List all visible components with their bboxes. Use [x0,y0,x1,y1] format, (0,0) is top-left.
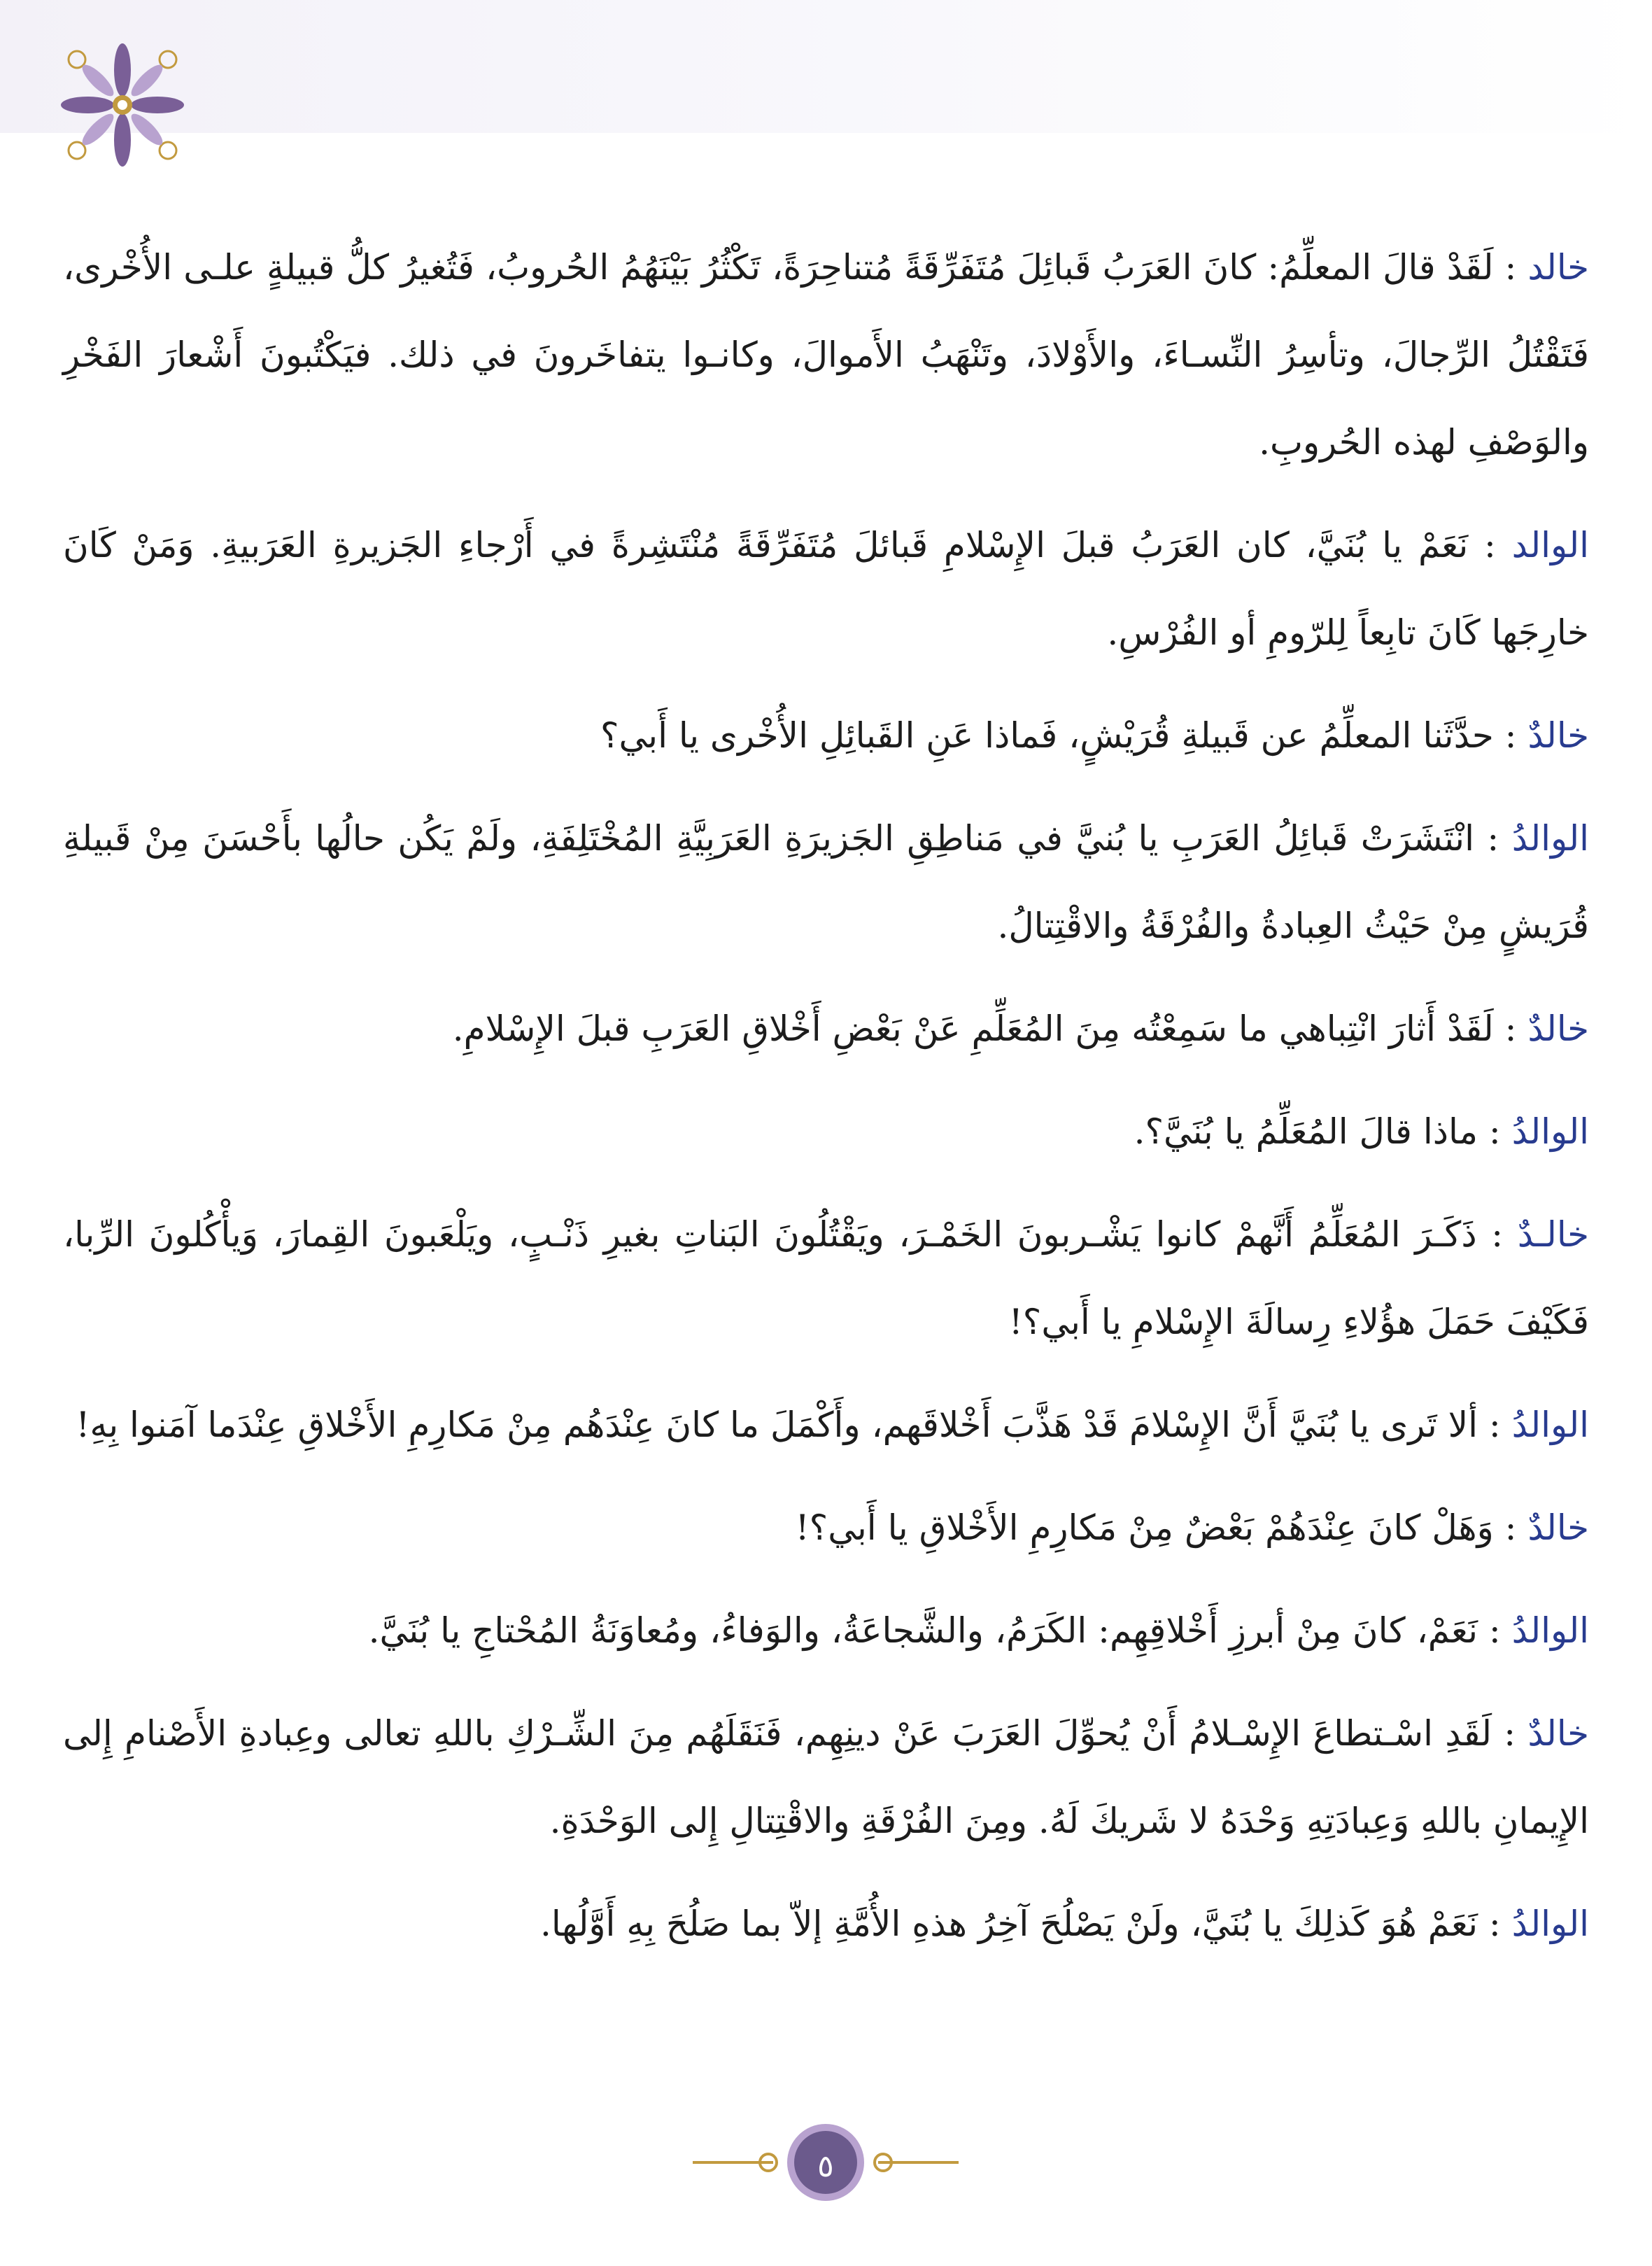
speaker-name: الوالدُ [1511,1111,1589,1152]
entry-text: ماذا قالَ المُعَلِّمُ يا بُنَيَّ؟. [1134,1111,1478,1152]
dialogue-entry: خالدٌ : لَقَدِ اسْـتطاعَ الإِسْـلامُ أَنْ يُحوِّلَ العَرَبَ عَنْ دينِهِم، فَنَقَلَهُم مِنَ الشِّـرْكِ باللهِ تعالى وعِبادةِ الأَصْنامِ إِلى الإِيمانِ باللهِ وَعِبادَتِهِ وَحْدَهُ لا شَريكَ لَهُ. ومِنَ الفُرْقَةِ والاقْتِتالِ إِلى الوَحْدَةِ. [63,1713,1589,1841]
speaker-name: الوالدُ [1511,1610,1589,1651]
header-band [0,0,1652,133]
speaker-name: خالدٌ [1527,1713,1589,1754]
page-number: ٥ [817,2148,834,2184]
entry-text: نَعَمْ يا بُنَيَّ، كان العَرَبُ قبلَ الإِسْلامِ قَبائلَ مُتَفَرِّقَةً مُنْتَشِرةً في أَرْجاءِ الجَزيرةِ العَرَبيةِ. وَمَنْ كَانَ خارِجَها كَانَ تابِعاً لِلرّومِ أو الفُرْسِ. [63,525,1589,653]
entry-text: حدَّثَنا المعلِّمُ عن قَبيلةِ قُرَيْشٍ، فَماذا عَنِ القَبائِلِ الأُخْرى يا أَبي؟ [600,715,1494,756]
entry-text: ألا تَرى يا بُنَيَّ أَنَّ الإِسْلامَ قَدْ هَذَّبَ أَخْلاقَهم، وأَكْمَلَ ما كانَ عِنْدَهُم مِنْ مَكارِمِ الأَخْلاقِ عِنْدَما آمَنوا بِهِ! [76,1405,1478,1445]
speaker-name: خالـدٌ [1517,1214,1589,1255]
dialogue-entry: الوالدُ : ماذا قالَ المُعَلِّمُ يا بُنَيَّ؟. [1134,1111,1589,1152]
dialogue [63,224,1589,1983]
entry-text: لَقَدِ اسْـتطاعَ الإِسْـلامُ أَنْ يُحوِّلَ العَرَبَ عَنْ دينِهِم، فَنَقَلَهُم مِنَ الشِّـرْكِ باللهِ تعالى وعِبادةِ الأَصْنامِ إِلى الإِيمانِ باللهِ وَعِبادَتِهِ وَحْدَهُ لا شَريكَ لَهُ. ومِنَ الفُرْقَةِ والاقْتِتالِ إِلى الوَحْدَةِ. [63,1713,1589,1841]
floral-ornament-icon [56,38,189,171]
dialogue-entry: الوالد : نَعَمْ يا بُنَيَّ، كان العَرَبُ قبلَ الإِسْلامِ قَبائلَ مُتَفَرِّقَةً مُنْتَشِرةً في أَرْجاءِ الجَزيرةِ العَرَبيةِ. وَمَنْ كَانَ خارِجَها كَانَ تابِعاً لِلرّومِ أو الفُرْسِ. [63,525,1589,653]
dialogue-entry: الوالدُ : نَعَمْ هُوَ كَذلِكَ يا بُنَيَّ، ولَنْ يَصْلُحَ آخِرُ هذهِ الأُمَّةِ إلاّ بما صَلُحَ بِهِ أَوَّلُها. [539,1903,1589,1944]
speaker-name: خالدٌ [1527,1507,1589,1548]
dialogue-entry: خالـدٌ : ذَكَـرَ المُعَلِّمُ أَنَّهمْ كانوا يَشْـربونَ الخَمْـرَ، ويَقْتُلُونَ البَناتِ بغيرِ ذَنْـبٍ، ويَلْعَبونَ القِمارَ، وَيأْكُلونَ الرِّبا، فَكَيْفَ حَمَلَ هؤُلاءِ رِسالَةَ الإِسْلامِ يا أَبي؟! [63,1214,1589,1342]
entry-text: نَعَمْ هُوَ كَذلِكَ يا بُنَيَّ، ولَنْ يَصْلُحَ آخِرُ هذهِ الأُمَّةِ إلاّ بما صَلُحَ بِهِ أَوَّلُها. [539,1903,1478,1944]
speaker-name: خالد [1527,247,1590,288]
dialogue-entry: خالدٌ : وَهَلْ كانَ عِنْدَهُمْ بَعْضٌ مِنْ مَكارِمِ الأَخْلاقِ يا أَبي؟! [795,1507,1589,1548]
speaker-name: خالدٌ [1527,715,1589,756]
speaker-name: الوالدُ [1511,818,1590,859]
entry-text: انْتَشَرَتْ قَبائِلُ العَرَبِ يا بُنيَّ في مَناطِقِ الجَزيرَةِ العَرَبِيَّةِ المُخْتَلِفَةِ، ولَمْ يَكُن حالُها بأَحْسَنَ مِنْ قَبيلةِ قُرَيشٍ مِنْ حَيْثُ العِبادةُ والفُرْقَةُ والاقْتِتالُ. [63,818,1589,946]
entry-text: لَقَدْ قالَ المعلِّمُ: كانَ العَرَبُ قَبائِلَ مُتَفَرِّقَةً مُتناحِرَةً، تَكْثُرُ بَيْنَهُمُ الحُروبُ، فَتُغيرُ كلُّ قبيلةٍ علـى الأُخْرى، فَتَقْتُلُ الرِّجالَ، وتأسِرُ النِّسـاءَ، والأَوْلادَ، وتَنْهَبُ الأَموالَ، وكانـوا يتفاخَرونَ في ذلك. فيَكْتُبونَ أَشْعارَ الفَخْرِ والوَصْفِ لهذه الحُروبِ. [63,247,1589,463]
entry-text: لَقَدْ أَثارَ انْتِباهي ما سَمِعْتُه مِنَ المُعَلِّمِ عَنْ بَعْضِ أَخْلاقِ العَرَبِ قبلَ الإِسْلامِ. [452,1008,1494,1049]
dialogue-entry: الوالدُ : نَعَمْ، كانَ مِنْ أبرزِ أَخْلاقِهِم: الكَرَمُ، والشَّجاعَةُ، والوَفاءُ، ومُعاوَنَةُ المُحْتاجِ يا بُنَيَّ. [368,1610,1589,1651]
dialogue-entry: خالد : لَقَدْ قالَ المعلِّمُ: كانَ العَرَبُ قَبائِلَ مُتَفَرِّقَةً مُتناحِرَةً، تَكْثُرُ بَيْنَهُمُ الحُروبُ، فَتُغيرُ كلُّ قبيلةٍ علـى الأُخْرى، فَتَقْتُلُ الرِّجالَ، وتأسِرُ النِّسـاءَ، والأَوْلادَ، وتَنْهَبُ الأَموالَ، وكانـوا يتفاخَرونَ في ذلك. فيَكْتُبونَ أَشْعارَ الفَخْرِ والوَصْفِ لهذه الحُروبِ. [63,247,1590,463]
speaker-name: الوالدُ [1511,1903,1589,1944]
speaker-name: الوالد [1511,525,1589,565]
entry-text: نَعَمْ، كانَ مِنْ أبرزِ أَخْلاقِهِم: الكَرَمُ، والشَّجاعَةُ، والوَفاءُ، ومُعاوَنَةُ المُحْتاجِ يا بُنَيَّ. [368,1610,1478,1651]
speaker-name: خالدٌ [1527,1008,1589,1049]
entry-text: وَهَلْ كانَ عِنْدَهُمْ بَعْضٌ مِنْ مَكارِمِ الأَخْلاقِ يا أَبي؟! [795,1507,1494,1548]
speaker-name: الوالدُ [1511,1405,1589,1445]
entry-text: ذَكَـرَ المُعَلِّمُ أَنَّهمْ كانوا يَشْـربونَ الخَمْـرَ، ويَقْتُلُونَ البَناتِ بغيرِ ذَنْـبٍ، ويَلْعَبونَ القِمارَ، وَيأْكُلونَ الرِّبا، فَكَيْفَ حَمَلَ هؤُلاءِ رِسالَةَ الإِسْلامِ يا أَبي؟! [63,1214,1589,1342]
dialogue-entry: الوالدُ : ألا تَرى يا بُنَيَّ أَنَّ الإِسْلامَ قَدْ هَذَّبَ أَخْلاقَهم، وأَكْمَلَ ما كانَ عِنْدَهُم مِنْ مَكارِمِ الأَخْلاقِ عِنْدَما آمَنوا بِهِ! [76,1405,1589,1445]
dialogue-entry: خالدٌ : حدَّثَنا المعلِّمُ عن قَبيلةِ قُرَيْشٍ، فَماذا عَنِ القَبائِلِ الأُخْرى يا أَبي؟ [600,715,1589,756]
dialogue-entry: خالدٌ : لَقَدْ أَثارَ انْتِباهي ما سَمِعْتُه مِنَ المُعَلِّمِ عَنْ بَعْضِ أَخْلاقِ العَرَبِ قبلَ الإِسْلامِ. [452,1008,1589,1049]
dialogue-entry: الوالدُ : انْتَشَرَتْ قَبائِلُ العَرَبِ يا بُنيَّ في مَناطِقِ الجَزيرَةِ العَرَبِيَّةِ المُخْتَلِفَةِ، ولَمْ يَكُن حالُها بأَحْسَنَ مِنْ قَبيلةِ قُرَيشٍ مِنْ حَيْثُ العِبادةُ والفُرْقَةُ والاقْتِتالُ. [63,818,1590,946]
